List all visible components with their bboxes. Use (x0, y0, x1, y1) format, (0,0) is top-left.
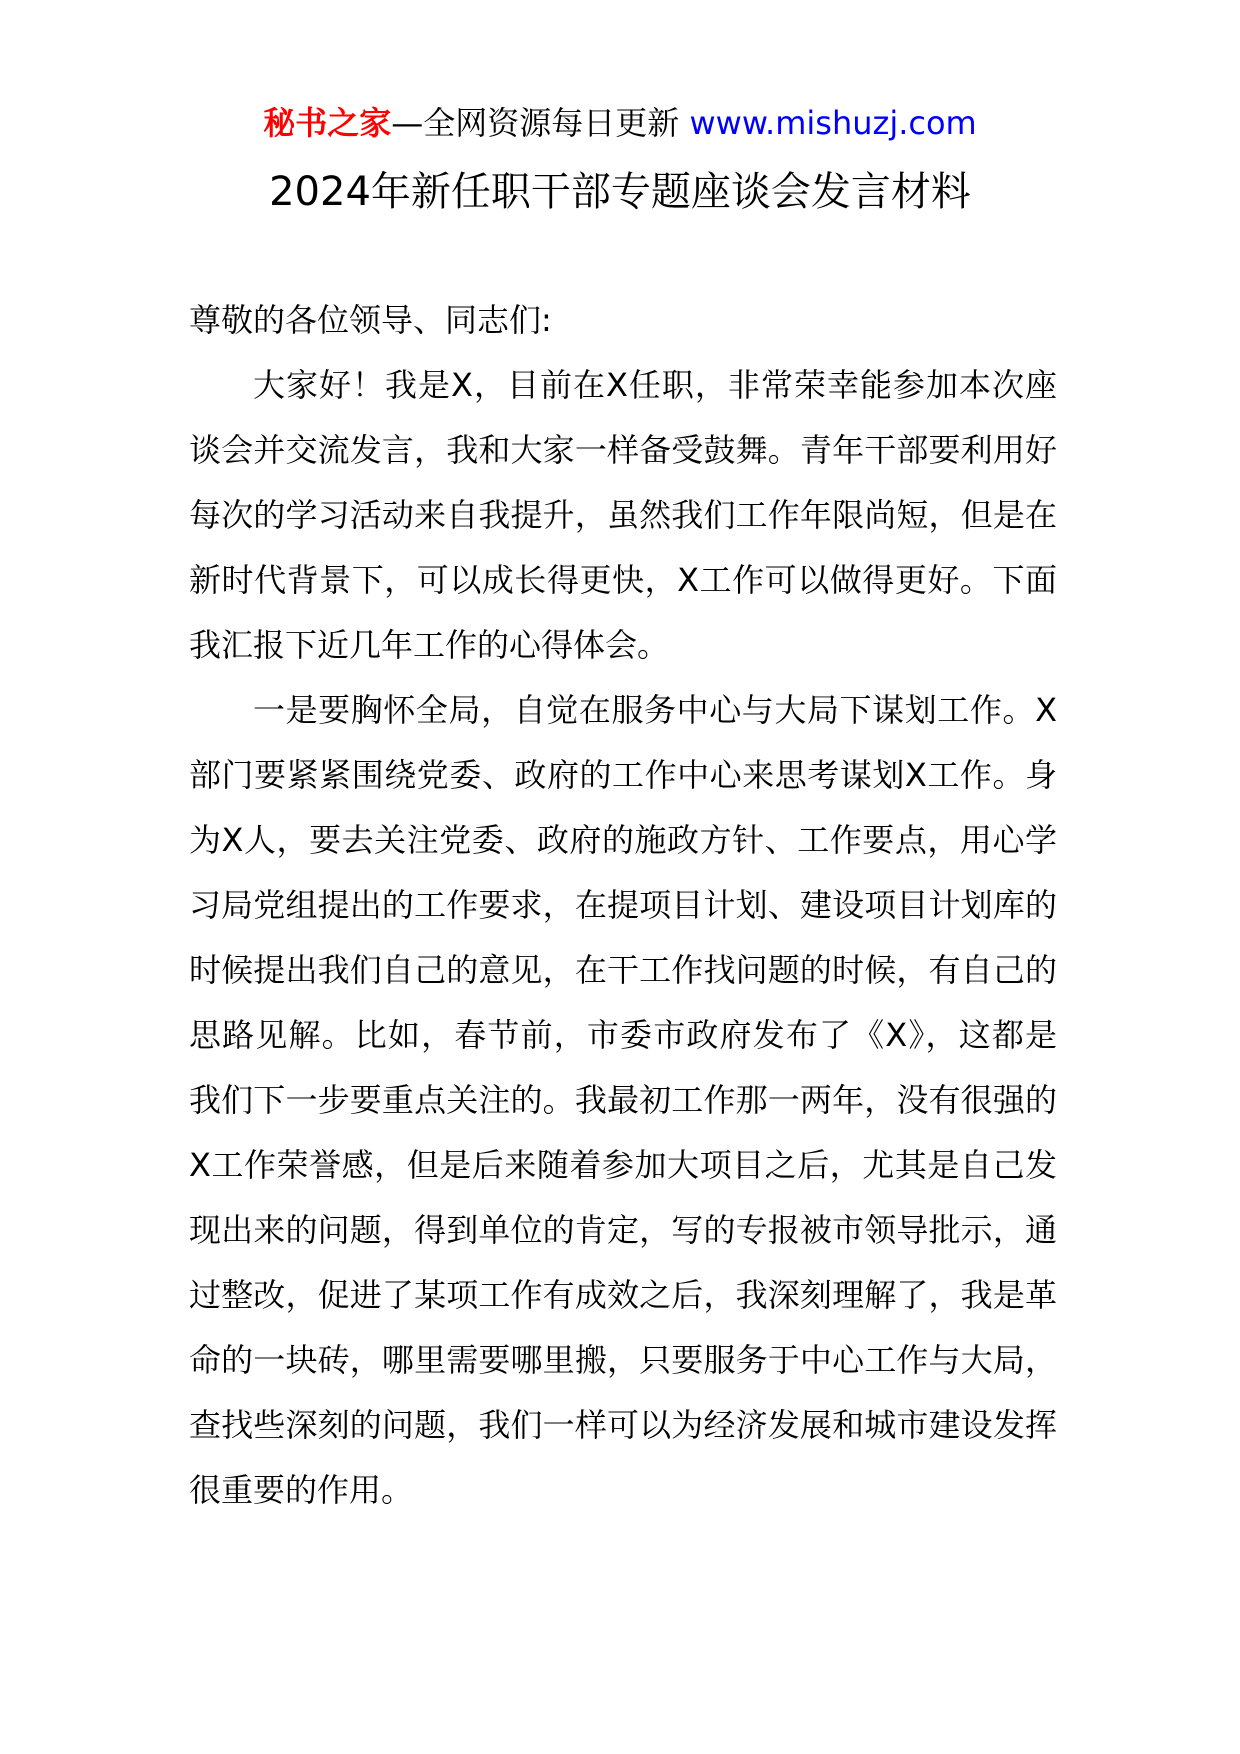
paragraph-point-one: 一是要胸怀全局，自觉在服务中心与大局下谋划工作。X部门要紧紧围绕党委、政府的工作中心来思考谋划X工作。身为X人，要去关注党委、政府的施政方针、工作要点，用心学习局党组提出的工作要求，在提项目计划、建设项目计划库的时候提出我们自己的意见，在干工作找问题的时候，有自己的思路见解。比如，春节前，市委市政府发布了《X》，这都是我们下一步要重点关注的。我最初工作那一两年，没有很强的X工作荣誉感，但是后来随着参加大项目之后，尤其是自己发现出来的问题，得到单位的肯定，写的专报被市领导批示，通过整改，促进了某项工作有成效之后，我深刻理解了，我是革命的一块砖，哪里需要哪里搬，只要服务于中心工作与大局，查找些深刻的问题，我们一样可以为经济发展和城市建设发挥很重要的作用。 (189, 691, 1057, 1509)
site-tagline: —全网资源每日更新 (391, 104, 690, 142)
salutation: 尊敬的各位领导、同志们: (189, 301, 552, 339)
site-brand: 秘书之家 (263, 104, 392, 142)
site-url[interactable]: www.mishuzj.com (689, 104, 977, 142)
document-title: 2024年新任职干部专题座谈会发言材料 (269, 169, 971, 215)
paragraph-intro: 大家好！我是X，目前在X任职，非常荣幸能参加本次座谈会并交流发言，我和大家一样备受鼓舞。青年干部要利用好每次的学习活动来自我提升，虽然我们工作年限尚短，但是在新时代背景下，可以成长得更快，X工作可以做得更好。下面我汇报下近几年工作的心得体会。 (189, 366, 1057, 664)
site-header (0, 100, 1240, 146)
document-body (189, 288, 1057, 1523)
